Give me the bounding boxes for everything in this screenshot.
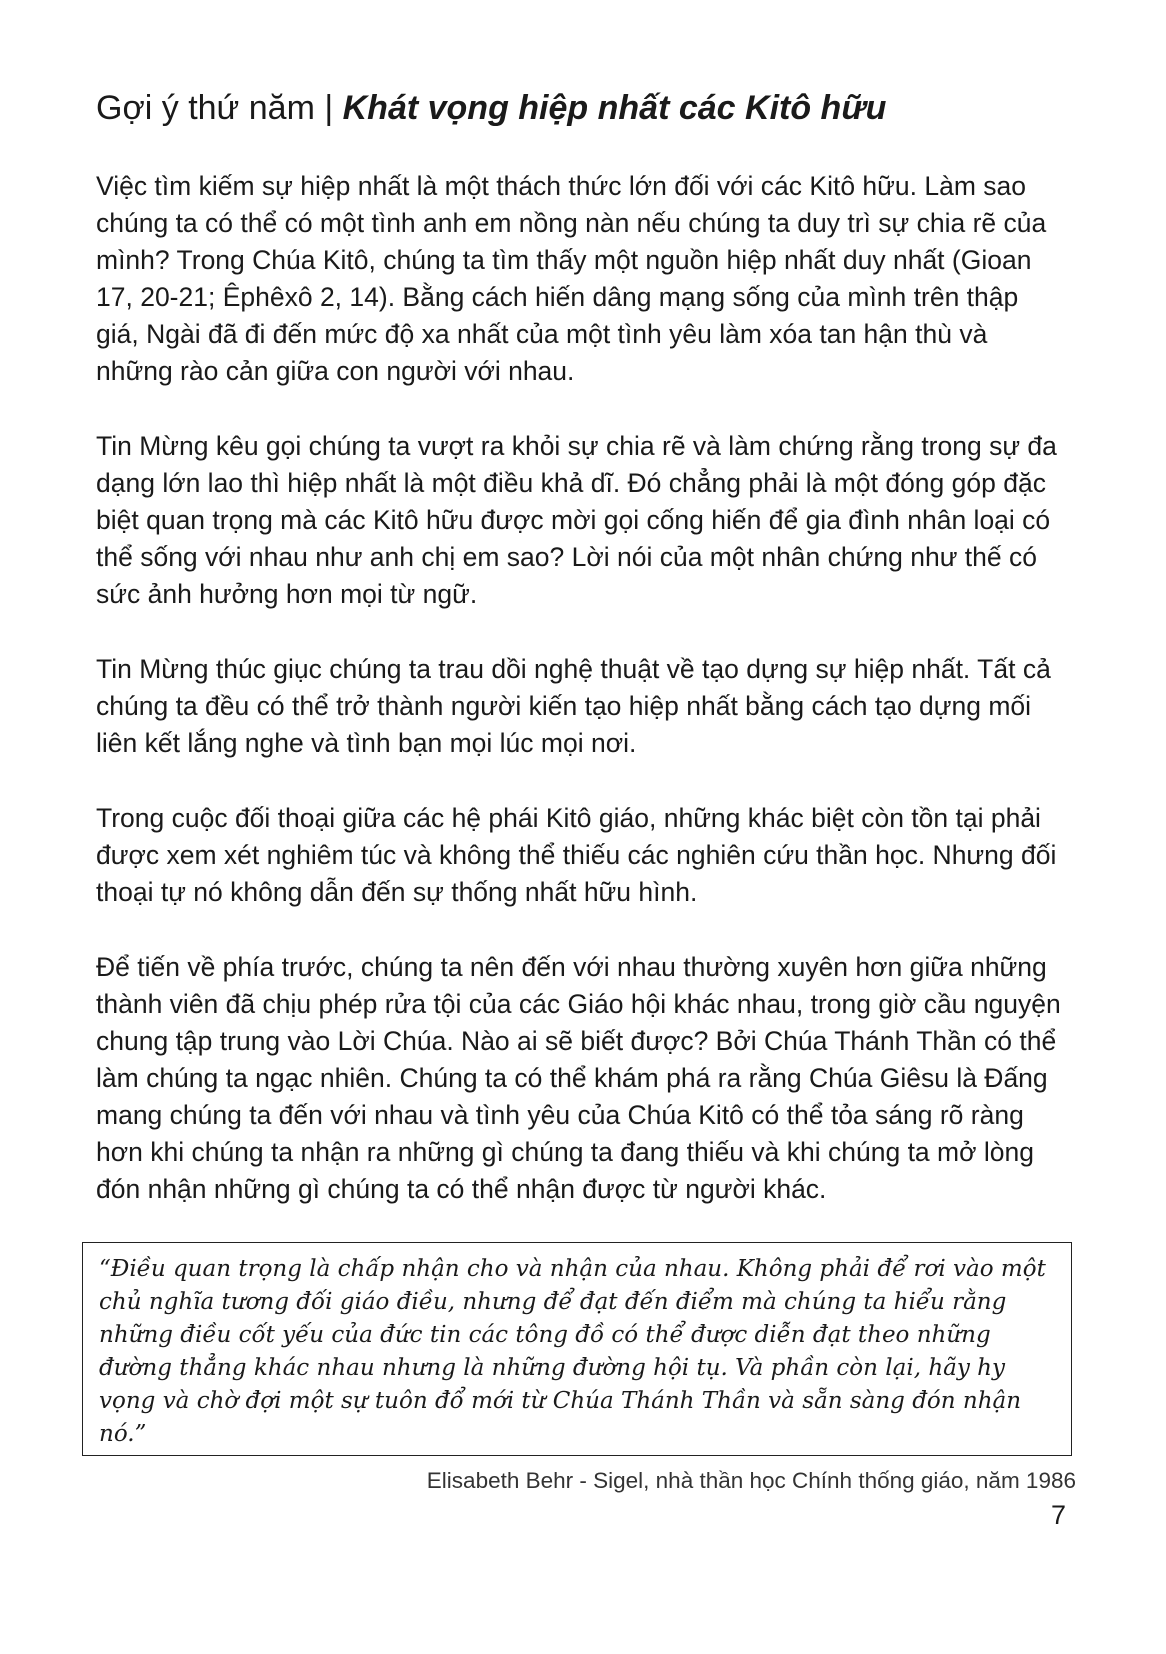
quote-box bbox=[82, 1242, 1072, 1456]
page-number: 7 bbox=[1050, 1500, 1066, 1530]
quote-attribution: Elisabeth Behr - Sigel, nhà thần học Chính thống giáo, năm 1986 bbox=[426, 1468, 1076, 1493]
paragraph: Tin Mừng kêu gọi chúng ta vượt ra khỏi sự chia rẽ và làm chứng rằng trong sự đa dạng lớn lao thì hiệp nhất là một điều khả dĩ. Đó chẳng phải là một đóng góp đặc biệt quan trọng mà các Kitô hữu được mời gọi cống hiến để gia đình nhân loại có thể sống với nhau như anh chị em sao? Lời nói của một nhân chứng như thế có sức ảnh hưởng hơn mọi từ ngữ. bbox=[96, 431, 1057, 609]
paragraph: Trong cuộc đối thoại giữa các hệ phái Kitô giáo, những khác biệt còn tồn tại phải được xem xét nghiêm túc và không thể thiếu các nghiên cứu thần học. Nhưng đối thoại tự nó không dẫn đến sự thống nhất hữu hình. bbox=[96, 803, 1057, 907]
title-emphasis: Khát vọng hiệp nhất các Kitô hữu bbox=[342, 89, 887, 127]
paragraph: Việc tìm kiếm sự hiệp nhất là một thách thức lớn đối với các Kitô hữu. Làm sao chúng ta có thể có một tình anh em nồng nàn nếu chúng ta duy trì sự chia rẽ của mình? Trong Chúa Kitô, chúng ta tìm thấy một nguồn hiệp nhất duy nhất (Gioan 17, 20-21; Êphêxô 2, 14). Bằng cách hiến dâng mạng sống của mình trên thập giá, Ngài đã đi đến mức độ xa nhất của một tình yêu làm xóa tan hận thù và những rào cản giữa con người với nhau. bbox=[96, 171, 1047, 386]
title-prefix: Gợi ý thứ năm | bbox=[96, 89, 343, 127]
paragraph: Để tiến về phía trước, chúng ta nên đến với nhau thường xuyên hơn giữa những thành viên đã chịu phép rửa tội của các Giáo hội khác nhau, trong giờ cầu nguyện chung tập trung vào Lời Chúa. Nào ai sẽ biết được? Bởi Chúa Thánh Thần có thể làm chúng ta ngạc nhiên. Chúng ta có thể khám phá ra rằng Chúa Giêsu là Đấng mang chúng ta đến với nhau và tình yêu của Chúa Kitô có thể tỏa sáng rõ ràng hơn khi chúng ta nhận ra những gì chúng ta đang thiếu và khi chúng ta mở lòng đón nhận những gì chúng ta có thể nhận được từ người khác. bbox=[96, 952, 1061, 1204]
quote-text: “Điều quan trọng là chấp nhận cho và nhận của nhau. Không phải để rơi vào một chủ nghĩa tương đối giáo điều, nhưng để đạt đến điểm mà chúng ta hiểu rằng những điều cốt yếu của đức tin các tông đồ có thể được diễn đạt theo những đường thẳng khác nhau nhưng là những đường hội tụ. Và phần còn lại, hãy hy vọng và chờ đợi một sự tuôn đổ mới từ Chúa Thánh Thần và sẵn sàng đón nhận nó.” bbox=[99, 1256, 1046, 1447]
paragraph: Tin Mừng thúc giục chúng ta trau dồi nghệ thuật về tạo dựng sự hiệp nhất. Tất cả chúng ta đều có thể trở thành người kiến tạo hiệp nhất bằng cách tạo dựng mối liên kết lắng nghe và tình bạn mọi lúc mọi nơi. bbox=[96, 654, 1051, 758]
page-title bbox=[96, 84, 1076, 132]
body-text bbox=[96, 168, 1068, 1246]
